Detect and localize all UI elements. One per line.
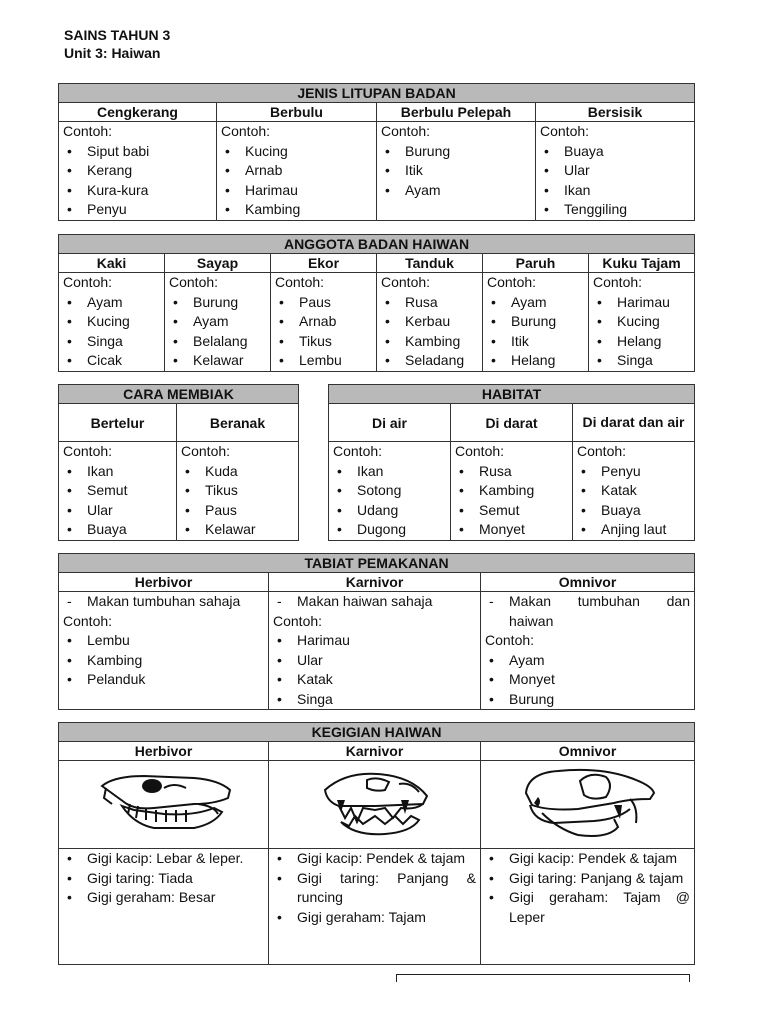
- section-title: KEGIGIAN HAIWAN: [59, 723, 695, 742]
- contoh-label: Contoh:: [485, 632, 535, 648]
- omnivore-skull-image: [481, 761, 695, 849]
- list-item: • Kambing: [455, 481, 568, 501]
- list-item: • Ikan: [333, 462, 446, 482]
- carnivore-skull-icon: [315, 766, 435, 841]
- list-item: • Rusa: [381, 293, 478, 313]
- column-header: Karnivor: [269, 742, 481, 761]
- diet-cell: [59, 592, 269, 710]
- contoh-label: Contoh:: [181, 443, 231, 459]
- column-header: Berbulu: [217, 103, 377, 122]
- list-item: • Tenggiling: [540, 200, 690, 220]
- list-item: • Ikan: [540, 181, 690, 201]
- list-item: • Paus: [181, 501, 294, 521]
- example-cell: [271, 273, 377, 372]
- list-item: • Ular: [540, 161, 690, 181]
- example-cell: [451, 442, 573, 541]
- column-header: Sayap: [165, 254, 271, 273]
- teeth-cell: [59, 849, 269, 965]
- list-item: • Kambing: [381, 332, 478, 352]
- teeth-cell: [481, 849, 695, 965]
- list-item: • Kura-kura: [63, 181, 212, 201]
- contoh-label: Contoh:: [63, 612, 113, 629]
- example-cell: [59, 122, 217, 221]
- list-item: • Sotong: [333, 481, 446, 501]
- list-item: • Penyu: [577, 462, 690, 482]
- list-item: • Gigi taring: Panjang & runcing: [273, 869, 476, 908]
- list-item: • Kelawar: [181, 520, 294, 540]
- column-header: Omnivor: [481, 573, 695, 592]
- diet-description: - Makan tumbuhan dan haiwan: [485, 592, 690, 631]
- list-item: • Kucing: [593, 312, 690, 332]
- list-item: • Kerang: [63, 161, 212, 181]
- column-header: Bersisik: [536, 103, 695, 122]
- section-title: CARA MEMBIAK: [59, 385, 299, 404]
- herbivore-skull-icon: [94, 768, 234, 838]
- list-item: • Monyet: [455, 520, 568, 540]
- list-item: • Gigi geraham: Besar: [63, 888, 264, 908]
- section-title: ANGGOTA BADAN HAIWAN: [59, 235, 695, 254]
- example-cell: [536, 122, 695, 221]
- contoh-label: Contoh:: [63, 123, 113, 139]
- contoh-label: Contoh:: [63, 274, 113, 290]
- footer-box-edge: [396, 974, 397, 982]
- contoh-label: Contoh:: [169, 274, 219, 290]
- column-header: Ekor: [271, 254, 377, 273]
- example-cell: [165, 273, 271, 372]
- list-item: • Burung: [169, 293, 266, 313]
- list-item: • Kucing: [63, 312, 160, 332]
- list-item: • Rusa: [455, 462, 568, 482]
- list-item: • Helang: [487, 351, 584, 371]
- teeth-cell: [269, 849, 481, 965]
- list-item: • Gigi kacip: Pendek & tajam: [485, 849, 690, 869]
- list-item: • Itik: [381, 161, 531, 181]
- example-cell: [589, 273, 695, 372]
- list-item: • Seladang: [381, 351, 478, 371]
- contoh-label: Contoh:: [487, 274, 537, 290]
- list-item: • Burung: [487, 312, 584, 332]
- section-title: TABIAT PEMAKANAN: [59, 554, 695, 573]
- list-item: • Lembu: [275, 351, 372, 371]
- list-item: • Singa: [273, 690, 476, 710]
- example-cell: [573, 442, 695, 541]
- page-header: [64, 26, 170, 62]
- column-header: Di darat: [451, 404, 573, 442]
- contoh-label: Contoh:: [577, 443, 627, 459]
- table-anggota-badan-haiwan: [58, 234, 695, 372]
- example-cell: [217, 122, 377, 221]
- list-item: • Harimau: [593, 293, 690, 313]
- unit-title: Unit 3: Haiwan: [64, 45, 161, 61]
- list-item: • Siput babi: [63, 142, 212, 162]
- list-item: • Ayam: [169, 312, 266, 332]
- list-item: • Tikus: [181, 481, 294, 501]
- section-title: JENIS LITUPAN BADAN: [59, 84, 695, 103]
- example-cell: [59, 273, 165, 372]
- list-item: • Kelawar: [169, 351, 266, 371]
- contoh-label: Contoh:: [381, 123, 431, 139]
- table-cara-membiak: [58, 384, 299, 541]
- list-item: • Kambing: [221, 200, 372, 220]
- list-item: • Katak: [577, 481, 690, 501]
- example-cell: [483, 273, 589, 372]
- list-item: • Helang: [593, 332, 690, 352]
- contoh-label: Contoh:: [593, 274, 643, 290]
- contoh-label: Contoh:: [333, 443, 383, 459]
- list-item: • Lembu: [63, 631, 264, 651]
- column-header: Herbivor: [59, 573, 269, 592]
- list-item: • Ayam: [63, 293, 160, 313]
- diet-description: - Makan tumbuhan sahaja: [63, 592, 264, 612]
- list-item: • Gigi kacip: Lebar & leper.: [63, 849, 264, 869]
- list-item: • Harimau: [273, 631, 476, 651]
- list-item: • Kuda: [181, 462, 294, 482]
- list-item: • Singa: [63, 332, 160, 352]
- column-header: Bertelur: [59, 404, 177, 442]
- list-item: • Burung: [485, 690, 690, 710]
- contoh-label: Contoh:: [63, 443, 113, 459]
- column-header: Beranak: [177, 404, 299, 442]
- section-title: HABITAT: [329, 385, 695, 404]
- column-header: Kuku Tajam: [589, 254, 695, 273]
- contoh-label: Contoh:: [273, 612, 323, 629]
- list-item: • Ular: [273, 651, 476, 671]
- list-item: • Gigi taring: Panjang & tajam: [485, 869, 690, 889]
- column-header: Di air: [329, 404, 451, 442]
- diet-cell: [269, 592, 481, 710]
- footer-box-line: [396, 974, 690, 975]
- column-header: Berbulu Pelepah: [377, 103, 536, 122]
- contoh-label: Contoh:: [221, 123, 271, 139]
- column-header: Karnivor: [269, 573, 481, 592]
- example-cell: [177, 442, 299, 541]
- list-item: • Paus: [275, 293, 372, 313]
- contoh-label: Contoh:: [381, 274, 431, 290]
- table-tabiat-pemakanan: [58, 553, 695, 710]
- column-header: Herbivor: [59, 742, 269, 761]
- list-item: • Semut: [63, 481, 172, 501]
- list-item: • Buaya: [63, 520, 172, 540]
- list-item: • Gigi taring: Tiada: [63, 869, 264, 889]
- column-header: Kaki: [59, 254, 165, 273]
- column-header: Paruh: [483, 254, 589, 273]
- example-cell: [377, 122, 536, 221]
- list-item: • Burung: [381, 142, 531, 162]
- list-item: • Gigi kacip: Pendek & tajam: [273, 849, 476, 869]
- list-item: • Ayam: [487, 293, 584, 313]
- contoh-label: Contoh:: [455, 443, 505, 459]
- list-item: • Ikan: [63, 462, 172, 482]
- list-item: • Gigi geraham: Tajam: [273, 908, 476, 928]
- list-item: • Pelanduk: [63, 670, 264, 690]
- list-item: • Ular: [63, 501, 172, 521]
- list-item: • Arnab: [221, 161, 372, 181]
- herbivore-skull-image: [59, 761, 269, 849]
- diet-cell: [481, 592, 695, 710]
- list-item: • Ayam: [381, 181, 531, 201]
- footer-box-edge: [689, 974, 690, 982]
- list-item: • Kambing: [63, 651, 264, 671]
- contoh-label: Contoh:: [275, 274, 325, 290]
- list-item: • Kucing: [221, 142, 372, 162]
- list-item: • Udang: [333, 501, 446, 521]
- example-cell: [329, 442, 451, 541]
- column-header: Omnivor: [481, 742, 695, 761]
- column-header: Di darat dan air: [573, 404, 695, 442]
- list-item: • Singa: [593, 351, 690, 371]
- carnivore-skull-image: [269, 761, 481, 849]
- table-kegigian-haiwan: [58, 722, 695, 965]
- list-item: • Arnab: [275, 312, 372, 332]
- list-item: • Dugong: [333, 520, 446, 540]
- table-jenis-litupan-badan: [58, 83, 695, 221]
- list-item: • Cicak: [63, 351, 160, 371]
- list-item: • Monyet: [485, 670, 690, 690]
- diet-description: - Makan haiwan sahaja: [273, 592, 476, 612]
- list-item: • Kerbau: [381, 312, 478, 332]
- subject-title: SAINS TAHUN 3: [64, 27, 171, 43]
- list-item: • Gigi geraham: Tajam @ Leper: [485, 888, 690, 927]
- contoh-label: Contoh:: [540, 123, 590, 139]
- example-cell: [377, 273, 483, 372]
- list-item: • Tikus: [275, 332, 372, 352]
- list-item: • Harimau: [221, 181, 372, 201]
- column-header: Tanduk: [377, 254, 483, 273]
- list-item: • Katak: [273, 670, 476, 690]
- list-item: • Buaya: [577, 501, 690, 521]
- example-cell: [59, 442, 177, 541]
- list-item: • Itik: [487, 332, 584, 352]
- list-item: • Belalang: [169, 332, 266, 352]
- table-habitat: [328, 384, 695, 541]
- list-item: • Penyu: [63, 200, 212, 220]
- list-item: • Ayam: [485, 651, 690, 671]
- column-header: Cengkerang: [59, 103, 217, 122]
- list-item: • Buaya: [540, 142, 690, 162]
- omnivore-skull-icon: [518, 763, 658, 843]
- list-item: • Anjing laut: [577, 520, 690, 540]
- list-item: • Semut: [455, 501, 568, 521]
